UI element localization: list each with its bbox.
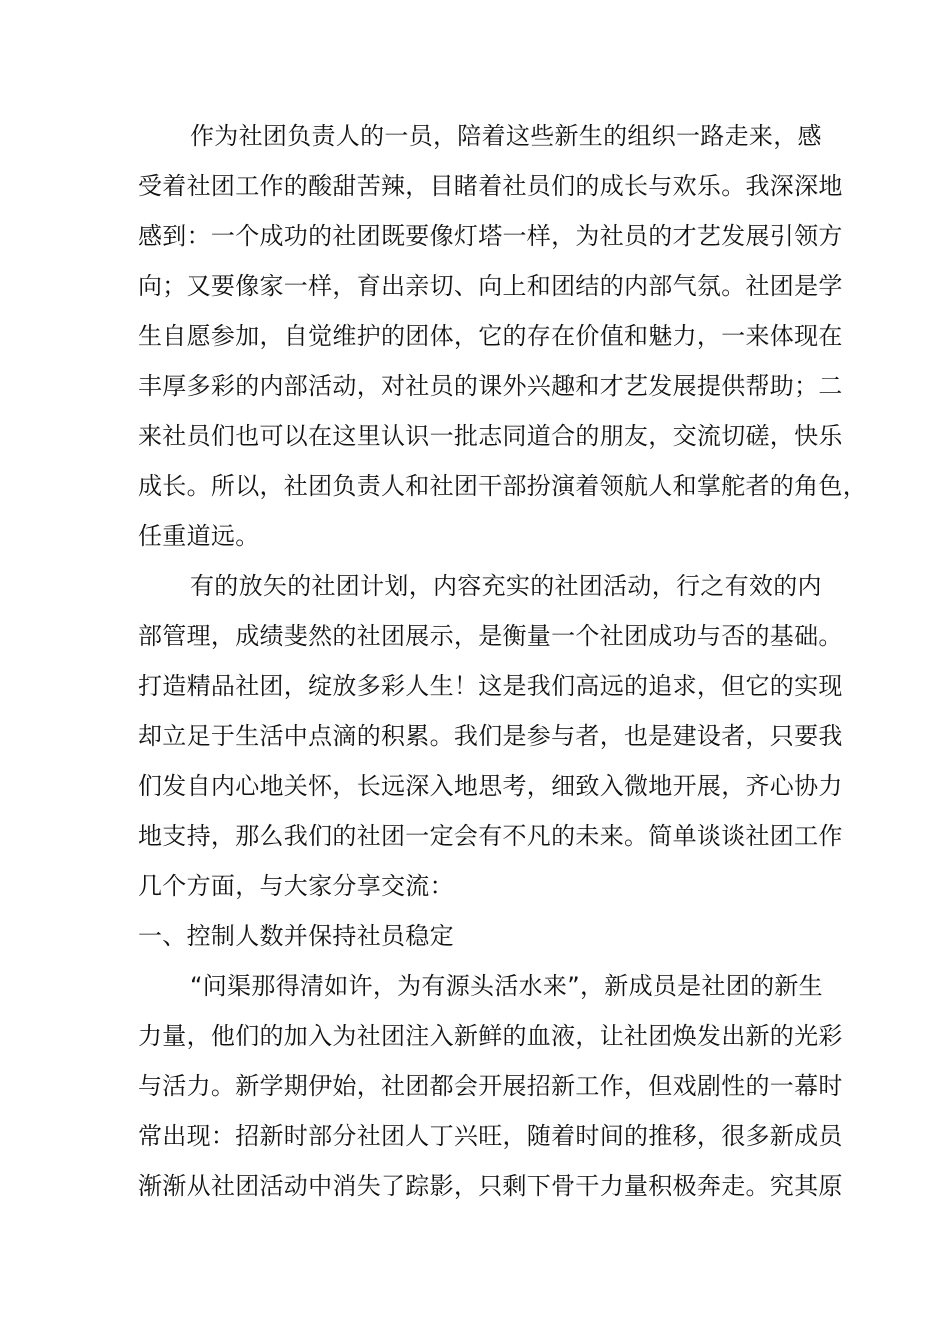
paragraph-1-line-9: 任重道远。	[138, 522, 260, 550]
paragraph-1-line-8: 成长。所以，社团负责人和社团干部扮演着领航人和掌舵者的角色，	[138, 472, 867, 500]
paragraph-2-line-7: 几个方面，与大家分享交流：	[138, 872, 454, 900]
paragraph-2-line-5: 们发自内心地关怀，长远深入地思考，细致入微地开展，齐心协力	[138, 772, 843, 800]
paragraph-3-line-1: “问渠那得清如许，为有源头活水来”，新成员是社团的新生	[190, 972, 823, 1000]
paragraph-3-line-4: 常出现：招新时部分社团人丁兴旺，随着时间的推移，很多新成员	[138, 1122, 843, 1150]
paragraph-1-line-2: 受着社团工作的酸甜苦辣，目睹着社员们的成长与欢乐。我深深地	[138, 172, 843, 200]
paragraph-1-line-6: 丰厚多彩的内部活动，对社员的课外兴趣和才艺发展提供帮助；二	[138, 372, 843, 400]
paragraph-3-line-5: 渐渐从社团活动中消失了踪影，只剩下骨干力量积极奔走。究其原	[138, 1172, 843, 1200]
paragraph-1-line-4: 向；又要像家一样，育出亲切、向上和团结的内部气氛。社团是学	[138, 272, 843, 300]
paragraph-1-line-5: 生自愿参加，自觉维护的团体，它的存在价值和魅力，一来体现在	[138, 322, 843, 350]
paragraph-2-line-4: 却立足于生活中点滴的积累。我们是参与者，也是建设者，只要我	[138, 722, 843, 750]
paragraph-3-line-3: 与活力。新学期伊始，社团都会开展招新工作，但戏剧性的一幕时	[138, 1072, 843, 1100]
paragraph-1-line-7: 来社员们也可以在这里认识一批志同道合的朋友，交流切磋，快乐	[138, 422, 843, 450]
paragraph-2-line-1: 有的放矢的社团计划，内容充实的社团活动，行之有效的内	[190, 572, 822, 600]
paragraph-1-line-3: 感到：一个成功的社团既要像灯塔一样，为社员的才艺发展引领方	[138, 222, 843, 250]
paragraph-2-line-2: 部管理，成绩斐然的社团展示，是衡量一个社团成功与否的基础。	[138, 622, 843, 650]
paragraph-2-line-3: 打造精品社团，绽放多彩人生！这是我们高远的追求，但它的实现	[138, 672, 843, 700]
paragraph-1-line-1: 作为社团负责人的一员，陪着这些新生的组织一路走来，感	[190, 122, 822, 150]
paragraph-3-line-2: 力量，他们的加入为社团注入新鲜的血液，让社团焕发出新的光彩	[138, 1022, 843, 1050]
paragraph-2-line-6: 地支持，那么我们的社团一定会有不凡的未来。简单谈谈社团工作	[138, 822, 843, 850]
section-heading-1: 一、控制人数并保持社员稳定	[138, 922, 454, 950]
